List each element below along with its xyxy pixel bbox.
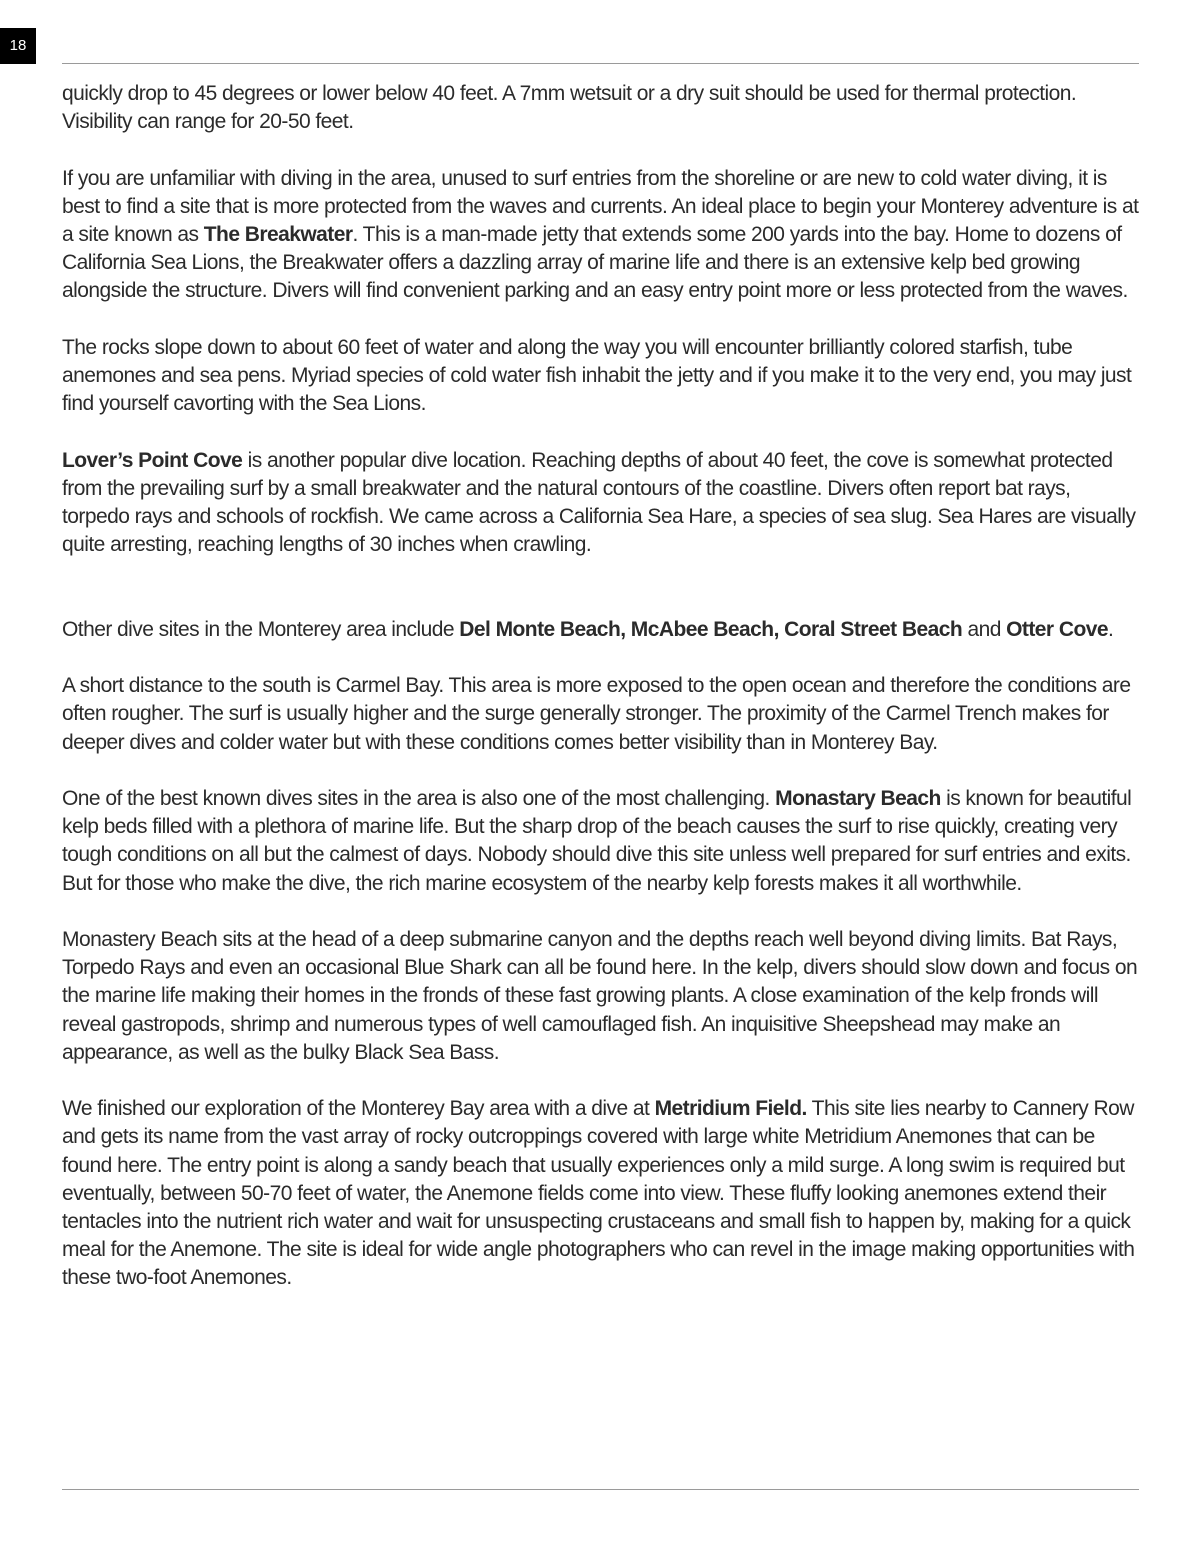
site-name-breakwater: The Breakwater (203, 223, 353, 246)
paragraph-rocks-slope: The rocks slope down to about 60 feet of water and along the way you will encounter brilliantly colored starfish, tube anemones and sea pens. Myriad species of cold water fish inhabit the jetty and if you make it to the very end, you may just find yourself cavorting with the Sea Lions. (62, 335, 1132, 416)
page-number: 18 (0, 28, 36, 64)
top-divider (62, 63, 1139, 64)
paragraph-carmel-bay: A short distance to the south is Carmel Bay. This area is more exposed to the open ocean and therefore the conditions are often rougher. The surf is usually higher and the surge generally stronger. The proximity of the Carmel Trench makes for deeper dives and colder water but with these conditions comes better visibility than in Monterey Bay. (62, 674, 1131, 754)
paragraph-thermal-protection: quickly drop to 45 degrees or lower below 40 feet. A 7mm wetsuit or a dry suit should be used for thermal protection. Visibility can range for 20-50 feet. (62, 82, 1077, 134)
paragraph-breakwater: If you are unfamiliar with diving in the area, unused to surf entries from the shoreline or are new to cold water diving, it is best to find a site that is more protected from the waves and currents. An ideal place to begin your Monterey adventure is at a site known as The Breakwater. This is a man-made jetty that extends some 200 yards into the bay. Home to dozens of California Sea Lions, the Breakwater offers a dazzling array of marine life and there is an extensive kelp bed growing alongside the structure. Divers will find convenient parking and an easy entry point more or less protected from the waves. (62, 166, 1139, 303)
paragraph-lovers-point: Lover’s Point Cove is another popular dive location. Reaching depths of about 40 feet, the cove is somewhat protected from the prevailing surf by a small breakwater and the natural contours of the coastline. Divers often report bat rays, torpedo rays and schools of rockfish. We came across a California Sea Hare, a species of sea slug. Sea Hares are visually quite arresting, reaching lengths of 30 inches when crawling. (62, 448, 1136, 557)
site-name-metridium-field: Metridium Field. (654, 1097, 807, 1121)
site-name-otter-cove: Otter Cove (1006, 617, 1108, 641)
site-names-beaches: Del Monte Beach, McAbee Beach, Coral Street Beach (459, 617, 963, 641)
paragraph-other-sites: Other dive sites in the Monterey area include Del Monte Beach, McAbee Beach, Coral Street Beach and Otter Cove. (62, 617, 1114, 641)
paragraph-metridium-field: We finished our exploration of the Monterey Bay area with a dive at Metridium Field. This site lies nearby to Cannery Row and gets its name from the vast array of rocky outcroppings covered with large white Metridium Anemones that can be found here. The entry point is along a sandy beach that usually experiences only a mild surge. A long swim is required but eventually, between 50-70 feet of water, the Anemone fields come into view. These fluffy looking anemones extend their tentacles into the nutrient rich water and wait for unsuspecting crustaceans and small fish to happen by, making for a quick meal for the Anemone. The site is ideal for wide angle photographers who can revel in the image making opportunities with these two-foot Anemones. (62, 1097, 1135, 1290)
site-name-lovers-point-cove: Lover’s Point Cove (62, 448, 243, 472)
site-name-monastary-beach: Monastary Beach (775, 786, 941, 810)
paragraph-monastery-canyon: Monastery Beach sits at the head of a deep submarine canyon and the depths reach well beyond diving limits. Bat Rays, Torpedo Rays and even an occasional Blue Shark can all be found here. In the kelp, divers should slow down and focus on the marine life making their homes in the fronds of these fast growing plants. A close examination of the kelp fronds will reveal gastropods, shrimp and numerous types of well camouflaged fish. An inquisitive Sheepshead may make an appearance, as well as the bulky Black Sea Bass. (62, 927, 1138, 1064)
article-body (62, 80, 1140, 1321)
paragraph-monastary-beach: One of the best known dives sites in the area is also one of the most challenging. Monastary Beach is known for beautiful kelp beds filled with a plethora of marine life. But the sharp drop of the beach causes the surf to rise quickly, creating very tough conditions on all but the calmest of days. Nobody should dive this site unless well prepared for surf entries and exits. But for those who make the dive, the rich marine ecosystem of the nearby kelp forests makes it all worthwhile. (62, 786, 1132, 895)
bottom-divider (62, 1489, 1139, 1490)
